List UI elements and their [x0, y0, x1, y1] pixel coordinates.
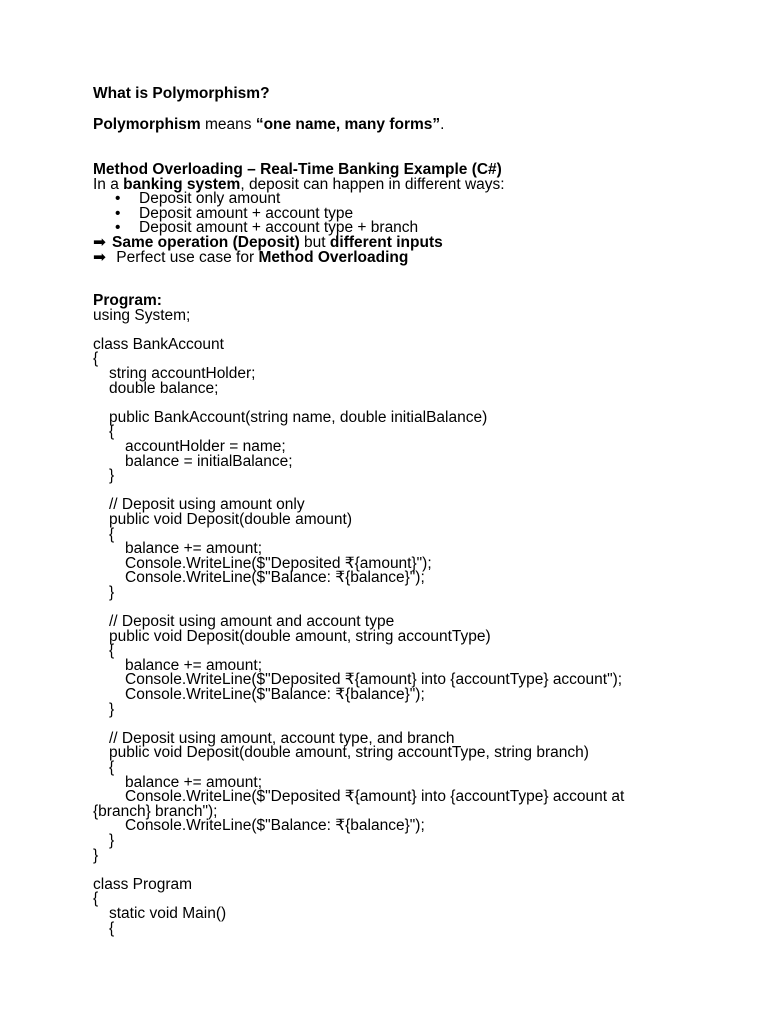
code-line: Console.WriteLine($"Deposited ₹{amount} into {accountType} account at: [125, 788, 625, 806]
note1-bold2: different inputs: [329, 233, 443, 251]
code-line: }: [109, 583, 115, 601]
program-block: [93, 294, 733, 936]
code-line: {branch} branch");: [93, 802, 218, 820]
code-line: class BankAccount: [93, 335, 224, 353]
bullet-icon: •: [115, 190, 121, 208]
code-line: {: [109, 423, 115, 441]
code-line: public void Deposit(double amount, string accountType, string branch): [109, 744, 589, 762]
code-line: Console.WriteLine($"Deposited ₹{amount} into {accountType} account");: [125, 671, 623, 689]
note1-bold1: Same operation (Deposit): [112, 233, 300, 251]
code-line: Console.WriteLine($"Balance: ₹{balance}");: [125, 569, 425, 587]
code-line: balance += amount;: [125, 773, 263, 791]
code-comment: // Deposit using amount only: [109, 496, 305, 514]
code-line: Console.WriteLine($"Deposited ₹{amount}");: [125, 554, 432, 572]
code-line: balance += amount;: [125, 656, 263, 674]
program-label: Program:: [93, 292, 162, 309]
note2-bold: Method Overloading: [258, 248, 409, 266]
note2-prefix: Perfect use case for: [112, 248, 259, 266]
code-line: {: [93, 890, 99, 908]
right-arrow-icon: ➡: [93, 233, 106, 251]
intro-prefix: In a: [93, 175, 124, 193]
code-comment: // Deposit using amount and account type: [109, 613, 395, 631]
right-arrow-icon: ➡: [93, 248, 106, 266]
code-line: balance = initialBalance;: [125, 452, 293, 470]
code-line: Console.WriteLine($"Balance: ₹{balance}");: [125, 817, 425, 835]
overloading-section: [93, 163, 733, 265]
code-line: double balance;: [109, 379, 219, 397]
code-line: {: [109, 642, 115, 660]
definition-quote: “one name, many forms”: [255, 116, 441, 133]
code-line: accountHolder = name;: [125, 437, 286, 455]
list-item-text: Deposit amount + account type: [139, 204, 354, 222]
code-line: using System;: [93, 306, 191, 324]
list-item-text: Deposit only amount: [139, 190, 281, 208]
code-line: public BankAccount(string name, double initialBalance): [109, 408, 488, 426]
code-line: public void Deposit(double amount, string accountType): [109, 627, 491, 645]
bullet-icon: •: [115, 219, 121, 237]
code-line: Console.WriteLine($"Balance: ₹{balance}");: [125, 686, 425, 704]
list-item: [93, 221, 733, 236]
code-comment: // Deposit using amount, account type, and branch: [109, 729, 455, 747]
code-line: {: [93, 350, 99, 368]
code-line: }: [109, 831, 115, 849]
intro-suffix: , deposit can happen in different ways:: [240, 175, 505, 193]
code-line: {: [109, 525, 115, 543]
definition-middle: means: [200, 116, 256, 133]
note-use-case: [93, 248, 733, 266]
note1-mid: but: [299, 233, 330, 251]
code-line: {: [109, 919, 115, 937]
bullet-icon: •: [115, 204, 121, 222]
code-line: }: [109, 700, 115, 718]
code-line: string accountHolder;: [109, 364, 256, 382]
section-title: Method Overloading – Real-Time Banking Example (C#): [93, 161, 502, 178]
code-line: public void Deposit(double amount): [109, 510, 352, 528]
list-item-text: Deposit amount + account type + branch: [139, 219, 419, 237]
page-title: What is Polymorphism?: [93, 85, 270, 102]
code-line: static void Main(): [109, 904, 227, 922]
code-line: }: [109, 467, 115, 485]
definition-term: Polymorphism: [93, 116, 201, 133]
definition-end: .: [440, 116, 445, 133]
code-line: class Program: [93, 875, 193, 893]
definition-line: [93, 116, 444, 134]
code-line: balance += amount;: [125, 540, 263, 558]
deposit-ways-list: [93, 192, 733, 236]
code-line: }: [93, 846, 99, 864]
intro-bold: banking system: [123, 175, 241, 193]
code-line: {: [109, 759, 115, 776]
